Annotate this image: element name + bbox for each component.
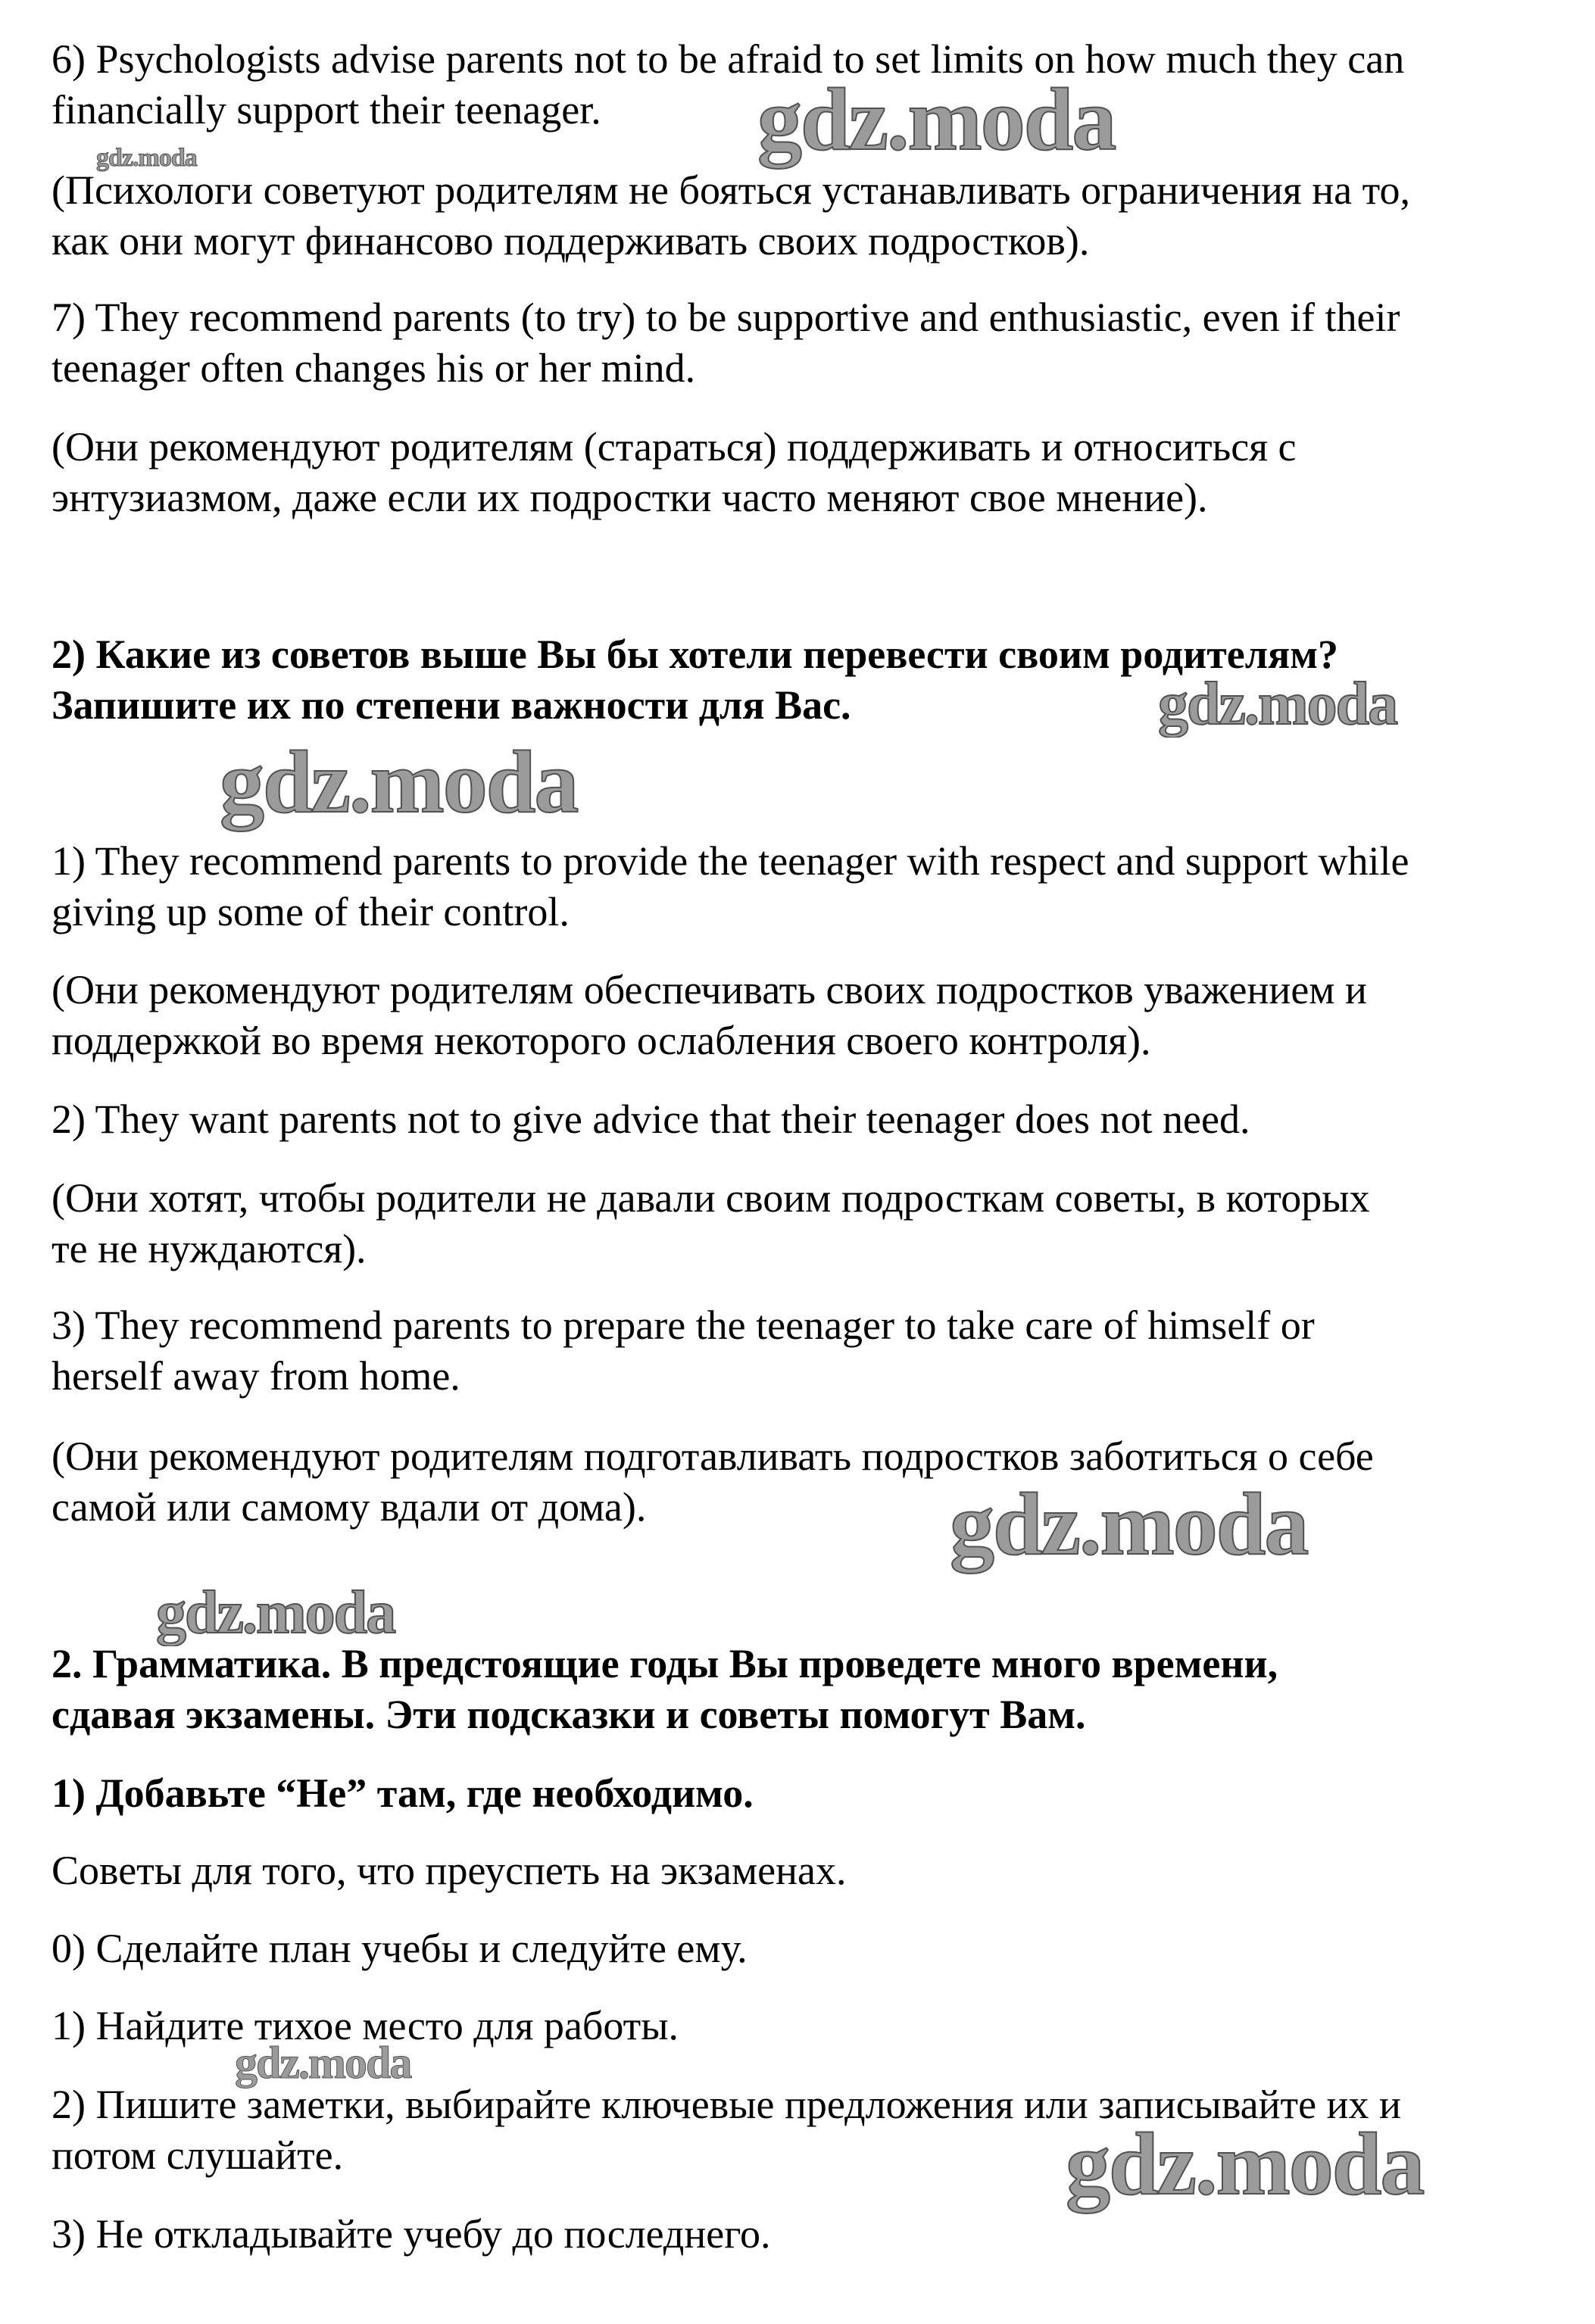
advice-1-russian: [52, 965, 1367, 1066]
text-line: 6) Psychologists advise parents not to be afraid to set limits on how much they can: [52, 36, 1405, 82]
tips-title: [52, 1845, 847, 1896]
watermark-logo: gdz.moda: [1066, 2114, 1424, 2213]
answer-7-russian: [52, 422, 1297, 523]
text-line: (Они рекомендуют родителям (стараться) поддерживать и относиться с: [52, 424, 1297, 469]
text-line: Советы для того, что преуспеть на экзаменах.: [52, 1848, 847, 1893]
text-line: 2) They want parents not to give advice that their teenager does not need.: [52, 1096, 1250, 1142]
text-line: 2. Грамматика. В предстоящие годы Вы проведете много времени,: [52, 1641, 1278, 1686]
advice-3-russian: [52, 1431, 1374, 1533]
text-line: поддержкой во время некоторого ослабления своего контроля).: [52, 1018, 1151, 1063]
text-line: как они могут финансово поддерживать своих подростков).: [52, 218, 1090, 264]
answer-6-russian: [52, 165, 1410, 267]
advice-3-english: [52, 1300, 1315, 1402]
answer-6-english: [52, 34, 1404, 136]
text-line: Запишите их по степени важности для Вас.: [52, 682, 851, 728]
watermark-logo: gdz.moda: [220, 732, 578, 831]
section-2-heading: [52, 1639, 1278, 1740]
watermark-logo: gdz.moda: [950, 1474, 1308, 1574]
advice-2-russian: [52, 1173, 1370, 1274]
text-line: 1) They recommend parents to provide the teenager with respect and support while: [52, 838, 1409, 884]
advice-1-english: [52, 836, 1409, 937]
text-line: (Они хотят, чтобы родители не давали своим подросткам советы, в которых: [52, 1175, 1370, 1221]
text-line: 1) Найдите тихое место для работы.: [52, 2003, 679, 2048]
watermark-logo: gdz.moda: [757, 70, 1116, 169]
watermark-logo: gdz.moda: [1158, 671, 1397, 738]
text-line: 3) Не откладывайте учебу до последнего.: [52, 2211, 771, 2257]
text-line: энтузиазмом, даже если их подростки часто меняют свое мнение).: [52, 475, 1208, 520]
text-line: (Они рекомендуют родителям обеспечивать своих подростков уважением и: [52, 967, 1367, 1012]
tip-3: [52, 2209, 771, 2260]
text-line: 0) Сделайте план учебы и следуйте ему.: [52, 1926, 748, 1971]
text-line: 2) Пишите заметки, выбирайте ключевые предложения или записывайте их и: [52, 2082, 1401, 2127]
question-2-heading: [52, 629, 1338, 731]
watermark-logo: gdz.moda: [156, 1580, 395, 1646]
text-line: те не нуждаются).: [52, 1226, 367, 1271]
watermark-logo: gdz.moda: [96, 144, 197, 172]
text-line: сдавая экзамены. Эти подсказки и советы помогут Вам.: [52, 1692, 1086, 1737]
text-line: самой или самому вдали от дома).: [52, 1484, 647, 1530]
tip-2: [52, 2079, 1401, 2181]
tip-0: [52, 1923, 748, 1974]
text-line: 7) They recommend parents (to try) to be supportive and enthusiastic, even if their: [52, 295, 1400, 340]
text-line: потом слушайте.: [52, 2132, 344, 2178]
text-line: (Они рекомендуют родителям подготавливать подростков заботиться о себе: [52, 1433, 1374, 1479]
text-line: 1) Добавьте “Не” там, где необходимо.: [52, 1770, 754, 1816]
text-line: 3) They recommend parents to prepare the teenager to take care of himself or: [52, 1302, 1315, 1348]
text-line: giving up some of their control.: [52, 889, 570, 934]
text-line: financially support their teenager.: [52, 87, 601, 133]
advice-2-english: [52, 1094, 1250, 1145]
answer-7-english: [52, 292, 1400, 394]
watermark-logo: gdz.moda: [235, 2038, 411, 2088]
text-line: (Психологи советуют родителям не бояться устанавливать ограничения на то,: [52, 167, 1411, 213]
tip-1: [52, 2001, 679, 2051]
text-line: herself away from home.: [52, 1353, 460, 1399]
section-2-task: [52, 1768, 754, 1819]
text-line: 2) Какие из советов выше Вы бы хотели перевести своим родителям?: [52, 632, 1338, 677]
text-line: teenager often changes his or her mind.: [52, 345, 696, 391]
